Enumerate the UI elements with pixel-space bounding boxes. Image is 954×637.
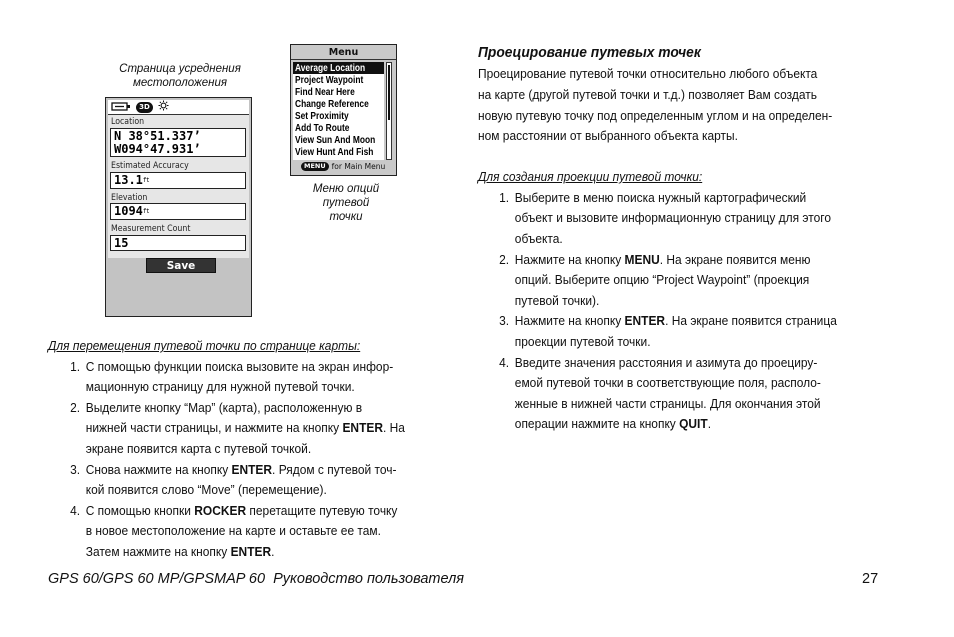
step-number: 1.: [70, 358, 81, 374]
elevation-field[interactable]: [110, 203, 246, 220]
step-number: 3.: [70, 461, 81, 477]
menu-item[interactable]: [293, 146, 384, 158]
menu-title: Menu: [291, 46, 396, 60]
menu-list: [293, 62, 384, 160]
steps-list: [70, 357, 405, 563]
step-item: [70, 501, 405, 563]
accuracy-field[interactable]: [110, 172, 246, 189]
average-location-screen: [105, 97, 252, 317]
latitude-value: N 38°51.337’: [114, 129, 201, 143]
menu-item-label: Set Proximity: [295, 110, 349, 122]
menu-item-label: View Hunt And Fish: [295, 146, 374, 158]
menu-item-label: View Sun And Moon: [295, 134, 376, 146]
step-text-run: Нажмите на кнопку: [514, 251, 625, 267]
options-menu-screen: [290, 44, 397, 176]
step-item: [70, 398, 405, 460]
intro-paragraph: Проецирование путевой точки относительно любого объекта на карте (другой путевой точки и т.д.) позволяет Вам создать новую путевую точку под определенным углом и на определен- ном расстоянии от выбранного объекта карты.: [478, 66, 833, 144]
menu-footer-text: for Main Menu: [331, 162, 386, 171]
menu-footer: [301, 162, 385, 171]
menu-item-label: Project Waypoint: [295, 74, 364, 86]
step-text-run: . Рядом с путевой точ- кой появится слово “Move” (перемещение).: [85, 461, 397, 498]
scrollbar-thumb[interactable]: [388, 65, 390, 120]
menu-item-label: Find Near Here: [295, 86, 355, 98]
menu-item[interactable]: [293, 74, 384, 86]
accuracy-label: Estimated Accuracy: [111, 161, 189, 171]
step-item: [499, 250, 837, 312]
step-text: [86, 398, 405, 460]
step-item: [70, 460, 405, 501]
step-item: [499, 353, 837, 435]
button-name-text: ROCKER: [194, 502, 247, 518]
step-text: [515, 311, 837, 352]
measurement-count-value: 15: [114, 236, 129, 250]
step-item: [499, 311, 837, 352]
accuracy-value: 13.1: [114, 173, 143, 187]
section-title: Проецирование путевых точек: [478, 44, 701, 61]
location-label: Location: [111, 117, 145, 127]
step-item: [499, 188, 837, 250]
step-text-run: .: [707, 416, 712, 432]
button-name-text: ENTER: [342, 420, 383, 436]
step-text: [86, 501, 398, 563]
measurement-count-label: Measurement Count: [111, 224, 191, 234]
step-text-run: Выберите в меню поиска нужный картографический объект и вызовите информационную страницу для этого объекта.: [514, 189, 832, 246]
elevation-unit: ft: [142, 208, 150, 215]
step-number: 2.: [70, 399, 81, 415]
step-text: [515, 250, 811, 312]
step-number: 3.: [499, 313, 510, 329]
step-text-run: С помощью функции поиска вызовите на экран инфор- мационную страницу для нужной путевой точки.: [85, 358, 394, 395]
save-button[interactable]: Save: [146, 258, 216, 273]
menu-item-label: Change Reference: [295, 98, 369, 110]
project-waypoint-section: [478, 43, 837, 435]
button-name-text: QUIT: [679, 416, 708, 432]
elevation-value: 1094: [114, 204, 143, 218]
menu-item[interactable]: [293, 98, 384, 110]
section-heading: Для создания проекции путевой точки:: [478, 169, 703, 185]
menu-item-label: Add To Route: [295, 122, 350, 134]
elevation-label: Elevation: [111, 193, 148, 203]
step-text-run: . На экране появится страница проекции путевой точки.: [514, 313, 837, 349]
steps-list: [499, 188, 837, 435]
step-text-run: С помощью кнопки: [85, 502, 195, 518]
step-text-run: Нажмите на кнопку: [514, 313, 625, 329]
status-bar: [108, 100, 249, 115]
step-number: 4.: [70, 502, 81, 518]
step-text-run: Введите значения расстояния и азимута до проециру- емой путевой точки в соответствующие поля, располо- женные в нижней части страницы. Для окончания этой операции нажмите на кнопку: [514, 354, 821, 432]
step-text-run: . На экране появится карта с путевой точкой.: [85, 420, 405, 456]
button-name-text: ENTER: [624, 313, 666, 329]
step-text: [86, 460, 397, 501]
measurement-count-field[interactable]: [110, 235, 246, 251]
step-text: [515, 353, 821, 435]
menu-item-label: Average Location: [295, 62, 366, 74]
location-field[interactable]: [110, 128, 246, 157]
averaging-page-caption: Страница усреднения местоположения: [119, 63, 241, 89]
accuracy-unit: ft: [142, 177, 150, 184]
step-text-run: Выделите кнопку “Map” (карта), расположенную в нижней части страницы, и нажмите на кнопку: [85, 399, 363, 436]
step-number: 2.: [499, 251, 510, 267]
footer-title: GPS 60/GPS 60 MP/GPSMAP 60 Руководство пользователя: [48, 571, 465, 587]
section-heading: Для перемещения путевой точки по странице карты:: [48, 338, 361, 353]
menu-item[interactable]: [293, 110, 384, 122]
page-number: 27: [862, 571, 879, 587]
step-item: [70, 357, 405, 398]
button-name-text: MENU: [624, 251, 660, 267]
step-number: 1.: [499, 189, 510, 205]
fields-panel: [108, 115, 249, 258]
longitude-value: W094°47.931’: [114, 142, 201, 156]
step-number: 4.: [499, 354, 510, 370]
battery-icon: [111, 98, 131, 116]
menu-key-icon: MENU: [301, 162, 329, 171]
step-text-run: . На экране появится меню опций. Выберите опцию “Project Waypoint” (проекция путевой точки).: [514, 251, 811, 308]
gps-3d-icon: 3D: [136, 102, 153, 113]
menu-item[interactable]: [293, 122, 384, 134]
menu-item[interactable]: [293, 62, 384, 74]
button-name-text: ENTER: [231, 461, 273, 477]
step-text: [86, 357, 394, 398]
step-text-run: Снова нажмите на кнопку: [85, 461, 232, 477]
menu-item[interactable]: [293, 86, 384, 98]
step-text: [515, 188, 831, 250]
backlight-icon: [158, 98, 169, 116]
menu-caption: Меню опций путевой точки: [312, 183, 380, 223]
move-waypoint-section: [48, 336, 405, 563]
step-text-run: .: [271, 543, 275, 559]
menu-scrollbar[interactable]: [386, 62, 392, 160]
button-name-text: ENTER: [230, 543, 272, 559]
menu-item[interactable]: [293, 134, 384, 146]
step-text-run: перетащите путевую точку в новое местоположение на карте и оставьте ее там. Затем нажмите на кнопку: [85, 502, 398, 559]
